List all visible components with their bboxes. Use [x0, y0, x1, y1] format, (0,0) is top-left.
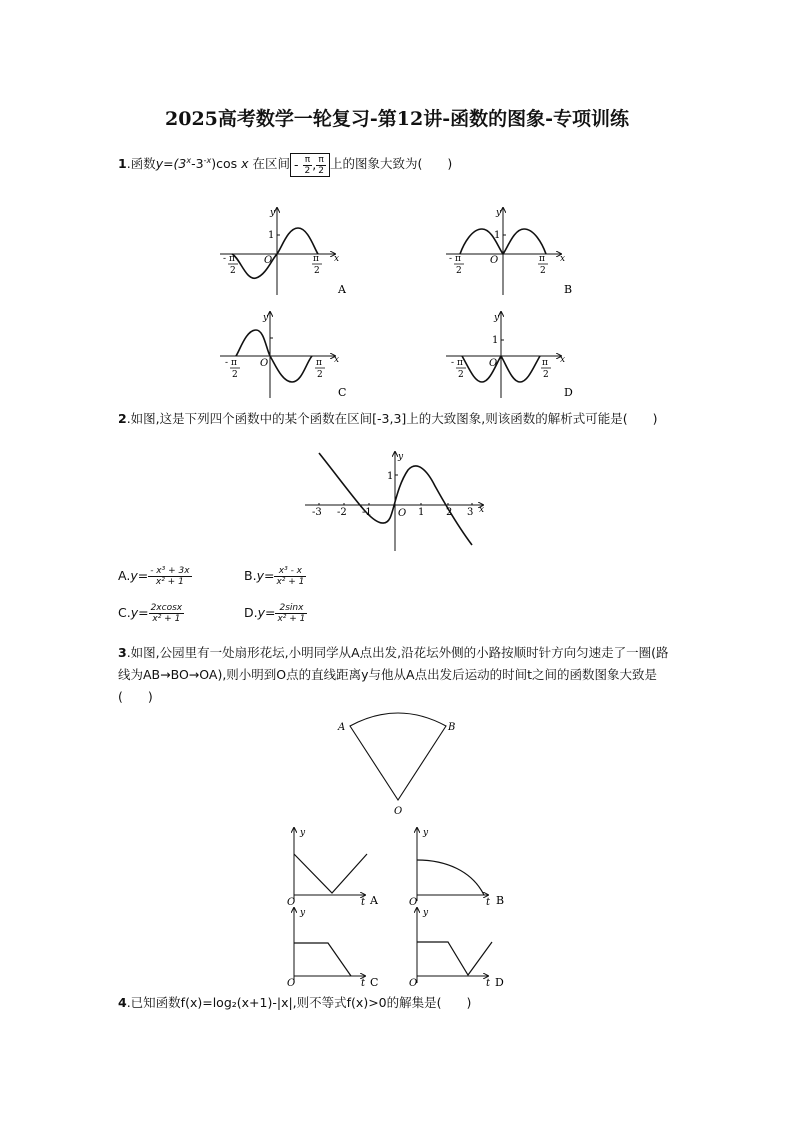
tick-pi: π [231, 358, 237, 368]
option-a-label: A [338, 283, 346, 296]
frac-den: x² + 1 [277, 614, 306, 624]
tick-minus: - [223, 254, 227, 264]
y-label: y [423, 908, 429, 918]
x-label: x [479, 505, 485, 515]
frac-num: - x³ + 3x [150, 566, 190, 576]
t-label: t [486, 897, 491, 908]
tick-pi: π [455, 254, 461, 264]
question-1: 1.函数$y=(3^x-3^{-x})\cos$ x 在区间 - $\frac{\pi}{2}$ , $\frac{\pi}{2}$ 上的图象大致为( ) [118, 154, 453, 176]
origin-label: O [260, 358, 269, 369]
point-a-label: A [338, 722, 346, 733]
option-a-label: A [370, 894, 378, 907]
tick-minus-3: -3 [312, 507, 322, 518]
q1-expr2: -3 [191, 156, 204, 172]
q1-exp-x: x [186, 156, 192, 165]
y-label: y [300, 828, 306, 838]
tick-minus-1: -1 [362, 507, 372, 518]
q4-text: .已知函数f(x)=log₂(x+1)-|x|,则不等式f(x)>0的解集是( ) [126, 995, 472, 1010]
tick-1: 1 [418, 507, 425, 518]
tick-pi: π [457, 358, 463, 368]
y-label: y [300, 908, 306, 918]
origin-label: O [287, 897, 296, 908]
tick-2: 2 [230, 266, 236, 276]
x-label: x [334, 254, 340, 264]
y-label: y [270, 208, 276, 218]
tick-minus: - [451, 358, 455, 368]
origin-label: O [398, 508, 407, 519]
option-c-label: C [370, 976, 379, 989]
q2-option-d [244, 603, 307, 624]
y-label: y [398, 452, 404, 462]
tick-2: 2 [540, 266, 546, 276]
q3-text: .如图,公园里有一处扇形花坛,小明同学从A点出发,沿花坛外侧的小路按顺时针方向匀速走了一圈(路线为AB→BO→OA),则小明到O点的直线距离y与他从A点出发后运动的时间t之间的函数图象大致是( ) [118, 645, 669, 704]
tick-3: 3 [467, 507, 474, 518]
q1-graph-c [220, 308, 350, 403]
tick-2: 2 [314, 266, 320, 276]
frac-num: π [303, 155, 313, 166]
tick-2: 2 [543, 370, 549, 380]
page-title: 2025高考数学一轮复习-第12讲-函数的图象-专项训练 [165, 108, 629, 130]
q3-graph-a [285, 825, 385, 907]
option-y: y= [130, 605, 149, 620]
frac-num: π [316, 155, 326, 166]
question-number: 1 [118, 156, 127, 172]
option-letter: A. [118, 568, 131, 583]
question-2 [118, 408, 680, 430]
tick-minus: - [449, 254, 453, 264]
option-letter: B. [244, 568, 257, 583]
option-y: y= [256, 568, 275, 583]
option-b-label: B [496, 894, 505, 907]
x-label: x [334, 355, 340, 365]
tick-2: 2 [456, 266, 462, 276]
point-b-label: B [448, 722, 456, 733]
option-letter: D. [244, 605, 258, 620]
tick-1: 1 [492, 335, 499, 346]
tick-minus-2: -2 [337, 507, 347, 518]
option-y: y= [130, 568, 149, 583]
t-label: t [361, 978, 366, 989]
frac-den: 2 [318, 165, 324, 176]
tick-pi: π [229, 254, 235, 264]
option-letter: C. [118, 605, 131, 620]
question-4 [118, 992, 678, 1014]
y-label: y [496, 208, 502, 218]
x-label: x [560, 355, 566, 365]
y-label: y [263, 313, 269, 323]
frac-den: x² + 1 [152, 614, 181, 624]
q3-graph-c [285, 905, 385, 990]
tick-1: 1 [268, 230, 275, 241]
frac-den: 2 [304, 165, 311, 176]
option-y: y= [257, 605, 276, 620]
q1-graph-b [446, 203, 576, 298]
tick-2: 2 [317, 370, 323, 380]
tick-2: 2 [446, 507, 453, 518]
point-o-label: O [394, 806, 403, 817]
q1-interval: - $\frac{\pi}{2}$ , $\frac{\pi}{2}$ [290, 153, 330, 177]
question-3 [118, 642, 680, 708]
tick-pi: π [542, 358, 548, 368]
tick-pi: π [313, 254, 319, 264]
tick-2: 2 [232, 370, 238, 380]
q1-graph-d [446, 308, 576, 403]
frac-den: x² + 1 [155, 577, 184, 587]
q1-text-b: 在区间 [252, 156, 291, 172]
option-d-label: D [564, 386, 573, 399]
origin-label: O [264, 255, 273, 266]
q3-graph-b [406, 825, 511, 907]
origin-label: O [287, 978, 296, 989]
q1-text: .函数 [126, 156, 156, 172]
question-number: 3 [118, 645, 127, 660]
frac-num: 2xcosx [150, 603, 183, 613]
q1-text-c: 上的图象大致为( ) [329, 156, 453, 172]
q1-exp-negx: x [206, 156, 212, 165]
q1-var-x: x [241, 156, 249, 172]
tick-1: 1 [387, 471, 394, 482]
y-label: y [423, 828, 429, 838]
tick-pi: π [316, 358, 322, 368]
q3-graph-d [406, 905, 511, 990]
q2-text: .如图,这是下列四个函数中的某个函数在区间[-3,3]上的大致图象,则该函数的解析式可能是( ) [126, 411, 658, 426]
question-number: 2 [118, 411, 127, 426]
q2-option-c [118, 603, 184, 624]
y-label: y [494, 313, 500, 323]
tick-2: 2 [458, 370, 464, 380]
frac-num: 2sinx [275, 603, 307, 614]
tick-pi: π [539, 254, 545, 264]
q1-expr3: )cos [211, 156, 238, 172]
origin-label: O [490, 255, 499, 266]
q1-graph-a [220, 203, 350, 298]
q3-sector-figure [336, 708, 461, 820]
q2-option-a [118, 566, 192, 587]
t-label: t [361, 897, 366, 908]
question-number: 4 [118, 995, 127, 1010]
tick-minus: - [225, 358, 229, 368]
x-label: x [560, 254, 566, 264]
q2-option-b [244, 566, 306, 587]
t-label: t [486, 978, 491, 989]
q1-expr: y=(3 [155, 156, 187, 172]
origin-label: O [489, 358, 498, 369]
option-d-label: D [495, 976, 504, 989]
q2-graph [305, 448, 490, 553]
interval-minus: - [294, 156, 299, 172]
origin-label: O [409, 897, 418, 908]
tick-1: 1 [494, 230, 501, 241]
frac-num: x³ - x [274, 566, 306, 577]
option-b-label: B [564, 283, 573, 296]
frac-den: x² + 1 [276, 577, 305, 587]
origin-label: O [409, 978, 418, 989]
option-c-label: C [338, 386, 347, 399]
